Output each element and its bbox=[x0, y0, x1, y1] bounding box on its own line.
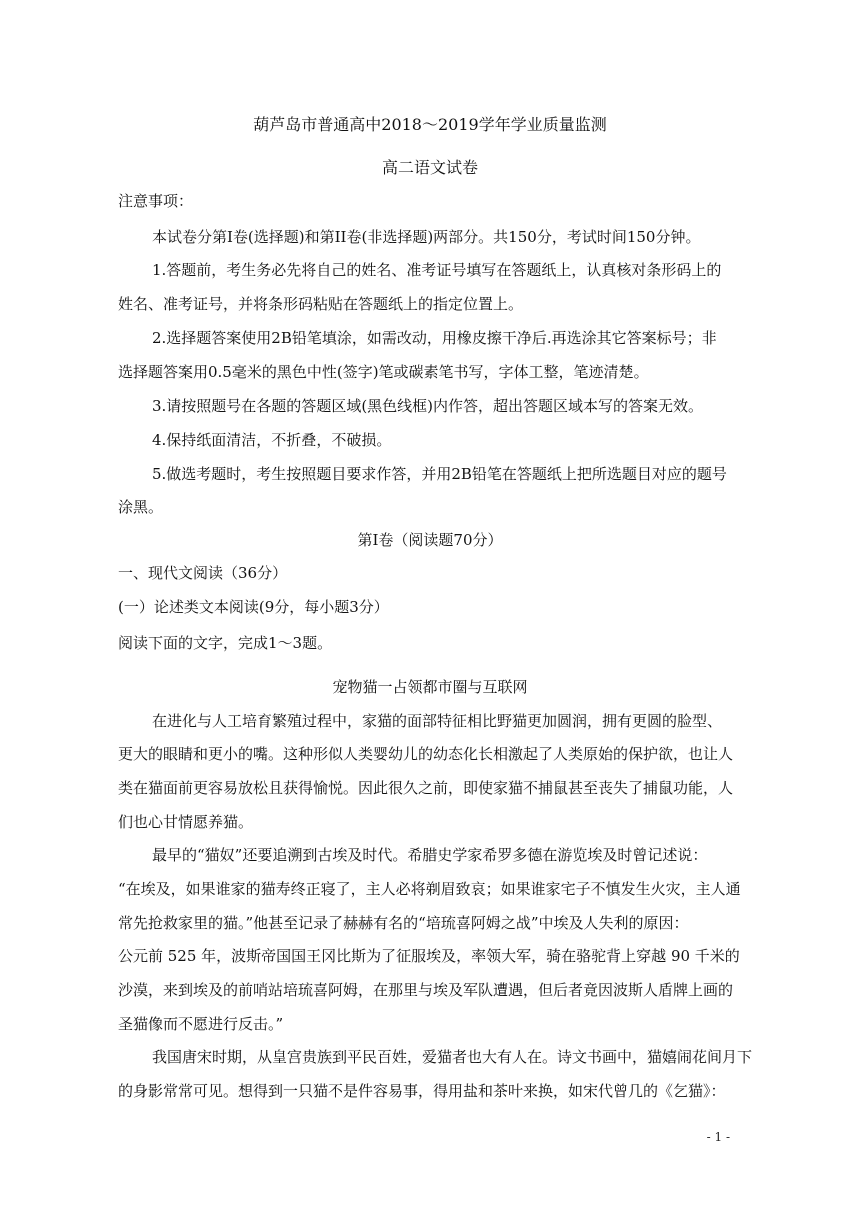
notice-line: 1.答题前，考生务必先将自己的姓名、准考证号填写在答题纸上，认真核对条形码上的 bbox=[152, 261, 722, 279]
article-line: 们也心甘情愿养猫。 bbox=[118, 813, 254, 831]
article-line: 的身影常常可见。想得到一只猫不是件容易事，得用盐和茶叶来换，如宋代曾几的《乞猫》： bbox=[118, 1082, 726, 1100]
notice-line: 3.请按照题号在各题的答题区域(黑色线框)内作答，超出答题区域本写的答案无效。 bbox=[152, 397, 704, 415]
notice-line: 涂黑。 bbox=[118, 498, 164, 516]
page-number: - 1 - bbox=[706, 1130, 730, 1144]
article-line: 更大的眼睛和更小的嘴。这种形似人类婴幼儿的幼态化长相激起了人类原始的保护欲，也让人 bbox=[118, 745, 734, 763]
notice-line: 5.做选考题时，考生按照题目要求作答，并用2B铅笔在答题纸上把所选题目对应的题号 bbox=[152, 465, 727, 483]
article-line: “在埃及，如果谁家的猫寿终正寝了，主人必将剃眉致哀；如果谁家宅子不慎发生火灾，主人通 bbox=[118, 880, 741, 898]
notice-line: 本试卷分第I卷(选择题)和第II卷(非选择题)两部分。共150分，考试时间150分钟。 bbox=[152, 228, 701, 246]
article-line: 我国唐宋时期，从皇宫贵族到平民百姓，爱猫者也大有人在。诗文书画中，猫嬉闹花间月下 bbox=[152, 1048, 753, 1066]
article-line: 圣猫像而不愿进行反击。” bbox=[118, 1015, 284, 1033]
exam-title: 葫芦岛市普通高中2018～2019学年学业质量监测 bbox=[253, 115, 607, 134]
article-line: 公元前 525 年，波斯帝国国王冈比斯为了征服埃及，率领大军，骑在骆驼背上穿越 90 千米的 bbox=[118, 947, 740, 965]
article-line: 最早的“猫奴”还要追溯到古埃及时代。希腊史学家希罗多德在游览埃及时曾记述说： bbox=[152, 846, 708, 864]
notice-line: 2.选择题答案使用2B铅笔填涂，如需改动，用橡皮擦干净后.再选涂其它答案标号；非 bbox=[152, 329, 717, 347]
reading-instruction: 阅读下面的文字，完成1～3题。 bbox=[118, 634, 333, 652]
part-heading: 一、现代文阅读（36分） bbox=[118, 564, 288, 582]
article-line: 常先抢救家里的猫。”他甚至记录了赫赫有名的“培琉喜阿姆之战”中埃及人失利的原因： bbox=[118, 914, 689, 932]
subpart-heading: (一）论述类文本阅读(9分，每小题3分） bbox=[118, 598, 389, 616]
article-line: 沙漠，来到埃及的前哨站培琉喜阿姆，在那里与埃及军队遭遇，但后者竟因波斯人盾牌上画的 bbox=[118, 981, 734, 999]
article-title: 宠物猫一占领都市圈与互联网 bbox=[332, 678, 528, 696]
exam-subtitle: 高二语文试卷 bbox=[381, 158, 478, 177]
notice-line: 选择题答案用0.5毫米的黑色中性(签字)笔或碳素笔书写，字体工整，笔迹清楚。 bbox=[118, 363, 649, 381]
notice-line: 姓名、准考证号，并将条形码粘贴在答题纸上的指定位置上。 bbox=[118, 295, 524, 313]
notice-line: 4.保持纸面清洁，不折叠，不破损。 bbox=[152, 431, 392, 449]
article-line: 在进化与人工培育繁殖过程中，家猫的面部特征相比野猫更加圆润，拥有更圆的脸型、 bbox=[152, 712, 723, 730]
section-title: 第I卷（阅读题70分） bbox=[357, 531, 503, 549]
notice-heading: 注意事项： bbox=[118, 192, 194, 210]
article-line: 类在猫面前更容易放松且获得愉悦。因此很久之前，即使家猫不捕鼠甚至丧失了捕鼠功能，人 bbox=[118, 779, 734, 797]
